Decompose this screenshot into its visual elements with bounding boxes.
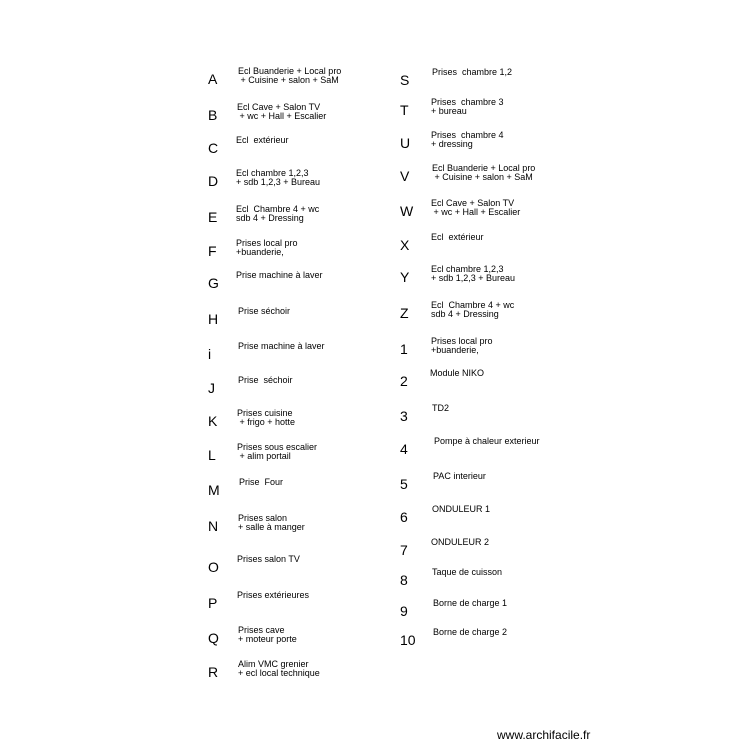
legend-description <box>236 205 319 223</box>
legend-description-line: Borne de charge 1 <box>433 598 508 608</box>
legend-description <box>237 443 317 461</box>
legend-key: Z <box>400 305 409 321</box>
legend-description <box>433 628 507 637</box>
legend-description-line: Prise séchoir <box>238 375 293 385</box>
legend-description <box>236 136 289 145</box>
legend-key: O <box>208 559 219 575</box>
legend-description <box>432 404 449 413</box>
legend-key: T <box>400 102 409 118</box>
legend-description <box>433 472 486 481</box>
legend-description <box>237 555 300 564</box>
legend-description-line: Ecl Cave + Salon TV <box>237 102 321 112</box>
legend-description-line: TD2 <box>432 403 450 413</box>
legend-description-line: ONDULEUR 2 <box>431 537 490 547</box>
legend-description-line: + alim portail <box>237 451 291 461</box>
legend-description-line: sdb 4 + Dressing <box>431 309 499 319</box>
legend-key: 5 <box>400 476 408 492</box>
legend-description <box>238 307 290 316</box>
legend-key: G <box>208 275 219 291</box>
legend-description <box>237 103 326 121</box>
legend-description-line: Prises cave <box>238 625 285 635</box>
legend-key: i <box>208 346 212 362</box>
legend-description-line: Ecl extérieur <box>431 232 484 242</box>
legend-description-line: + Cuisine + salon + SaM <box>238 75 339 85</box>
legend-key: U <box>400 135 411 151</box>
legend-description-line: Prise machine à laver <box>238 341 325 351</box>
legend-description-line: sdb 4 + Dressing <box>236 213 304 223</box>
legend-description <box>238 376 293 385</box>
legend-description <box>431 233 484 242</box>
legend-description-line: Borne de charge 2 <box>433 627 508 637</box>
legend-key: 8 <box>400 572 408 588</box>
legend-description-line: + dressing <box>431 139 473 149</box>
legend-key: 1 <box>400 341 408 357</box>
legend-key: L <box>208 447 216 463</box>
legend-description-line: Prises chambre 1,2 <box>432 67 513 77</box>
legend-key: K <box>208 413 218 429</box>
legend-description-line: +buanderie, <box>236 247 284 257</box>
legend-key: 9 <box>400 603 408 619</box>
legend-key: D <box>208 173 219 189</box>
legend-key: V <box>400 168 410 184</box>
legend-description <box>432 568 502 577</box>
legend-description <box>431 301 514 319</box>
legend-description-line: Prises cuisine <box>237 408 293 418</box>
legend-description-line: Prise Four <box>239 477 284 487</box>
watermark-text: www.archifacile.fr <box>497 728 591 742</box>
legend-description <box>431 337 493 355</box>
legend-description-line: Prises salon <box>238 513 288 523</box>
legend-key: M <box>208 482 220 498</box>
legend-description-line: + ecl local technique <box>238 668 320 678</box>
legend-description-line: Prises salon TV <box>237 554 300 564</box>
legend-description-line: + bureau <box>431 106 467 116</box>
legend-description <box>236 239 298 257</box>
legend-description <box>237 591 309 600</box>
legend-description <box>236 271 323 280</box>
legend-description <box>236 169 320 187</box>
legend-key: 4 <box>400 441 408 457</box>
legend-key: H <box>208 311 219 327</box>
legend-description-line: Ecl Chambre 4 + wc <box>236 204 320 214</box>
legend-key: C <box>208 140 219 156</box>
legend-description <box>238 660 320 678</box>
legend-description-line: Prises chambre 3 <box>431 97 504 107</box>
legend-description <box>432 164 535 182</box>
legend-description-line: Ecl Cave + Salon TV <box>431 198 515 208</box>
legend-description-line: PAC interieur <box>433 471 486 481</box>
legend-key: 3 <box>400 408 408 424</box>
legend-description-line: + frigo + hotte <box>237 417 296 427</box>
legend-description <box>239 478 283 487</box>
legend-description <box>238 514 305 532</box>
legend-description <box>237 409 295 427</box>
legend-description <box>238 626 297 644</box>
legend-description <box>434 437 540 446</box>
legend-key: 10 <box>400 632 416 648</box>
legend-description-line: Ecl Buanderie + Local pro <box>238 66 342 76</box>
legend-description <box>430 369 484 378</box>
legend-key: Q <box>208 630 219 646</box>
legend-description <box>431 98 504 116</box>
legend-description-line: + salle à manger <box>238 522 305 532</box>
legend-description-line: Ecl Chambre 4 + wc <box>431 300 515 310</box>
legend-key: 2 <box>400 373 408 389</box>
legend-description <box>433 599 507 608</box>
legend-description <box>238 67 341 85</box>
legend-description-line: Prises extérieures <box>237 590 310 600</box>
legend-description <box>432 505 490 514</box>
legend-description-line: + wc + Hall + Escalier <box>237 111 327 121</box>
legend-key: W <box>400 203 414 219</box>
legend-description-line: Alim VMC grenier <box>238 659 309 669</box>
legend-description-line: ONDULEUR 1 <box>432 504 491 514</box>
legend-description-line: Prise séchoir <box>238 306 291 316</box>
legend-key: Y <box>400 269 410 285</box>
legend-description <box>431 538 489 547</box>
legend-description <box>431 199 520 217</box>
legend-description-line: Prises local pro <box>431 336 493 346</box>
legend-description-line: +buanderie, <box>431 345 479 355</box>
legend-key: F <box>208 243 217 259</box>
legend-description-line: Prises local pro <box>236 238 298 248</box>
legend-description-line: Prises sous escalier <box>237 442 318 452</box>
legend-description-line: Pompe à chaleur exterieur <box>434 436 540 446</box>
legend-description-line: Prise machine à laver <box>236 270 323 280</box>
legend-description-line: + moteur porte <box>238 634 297 644</box>
legend-key: N <box>208 518 219 534</box>
legend-key: J <box>208 380 215 396</box>
legend-description-line: Ecl chambre 1,2,3 <box>431 264 504 274</box>
legend-key: S <box>400 72 410 88</box>
legend-description <box>431 131 504 149</box>
legend-description-line: Ecl Buanderie + Local pro <box>432 163 536 173</box>
legend-key: X <box>400 237 410 253</box>
legend-key: 6 <box>400 509 408 525</box>
legend-description-line: + sdb 1,2,3 + Bureau <box>236 177 321 187</box>
legend-description <box>431 265 515 283</box>
legend-key: R <box>208 664 219 680</box>
legend-key: A <box>208 71 218 87</box>
legend-key: B <box>208 107 218 123</box>
legend-description <box>238 342 325 351</box>
legend-description <box>432 68 512 77</box>
legend-description-line: Ecl chambre 1,2,3 <box>236 168 309 178</box>
legend-description-line: + Cuisine + salon + SaM <box>432 172 533 182</box>
legend-description-line: Ecl extérieur <box>236 135 289 145</box>
legend-description-line: Module NIKO <box>430 368 485 378</box>
legend-description-line: Taque de cuisson <box>432 567 503 577</box>
legend-description-line: Prises chambre 4 <box>431 130 504 140</box>
legend-key: 7 <box>400 542 408 558</box>
legend-description-line: + wc + Hall + Escalier <box>431 207 521 217</box>
legend-key: E <box>208 209 218 225</box>
legend-key: P <box>208 595 218 611</box>
legend-description-line: + sdb 1,2,3 + Bureau <box>431 273 516 283</box>
